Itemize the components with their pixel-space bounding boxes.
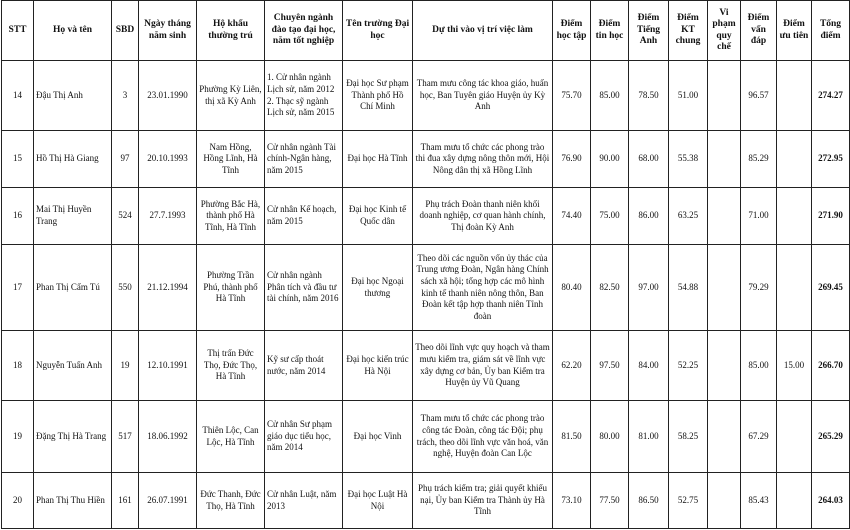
header-it-score: Điểm tin học bbox=[591, 1, 629, 61]
cell-major: Kỹ sư cấp thoát nước, năm 2014 bbox=[265, 331, 343, 401]
cell-it-score: 82.50 bbox=[591, 245, 629, 331]
cell-interview-score: 85.00 bbox=[741, 331, 777, 401]
cell-sbd: 517 bbox=[112, 401, 139, 473]
cell-university: Đại học Vinh bbox=[343, 401, 413, 473]
cell-english-score: 68.00 bbox=[629, 131, 669, 188]
cell-position: Tham mưu tổ chức các phong trào công tác Đoàn, công tác Đội; phụ trách, theo dõi lĩnh vực văn hoá, văn nghệ, Huyện đoàn Can Lộc bbox=[413, 401, 553, 473]
cell-position: Theo dõi lĩnh vực quy hoạch và tham mưu kiểm tra, giám sát về lĩnh vực xây dựng cơ bản, Ủy ban Kiểm tra Huyện ủy Vũ Quang bbox=[413, 331, 553, 401]
cell-total-score: 272.95 bbox=[812, 131, 850, 188]
cell-stt: 14 bbox=[2, 61, 34, 131]
cell-major: Cử nhân ngành Phân tích và đầu tư tài chính, năm 2016 bbox=[265, 245, 343, 331]
cell-interview-score: 85.43 bbox=[741, 473, 777, 529]
cell-interview-score: 71.00 bbox=[741, 188, 777, 245]
cell-sbd: 97 bbox=[112, 131, 139, 188]
header-position: Dự thi vào vị trí việc làm bbox=[413, 1, 553, 61]
table-row bbox=[2, 131, 850, 188]
cell-name: Hồ Thị Hà Giang bbox=[34, 131, 112, 188]
cell-name: Nguyễn Tuấn Anh bbox=[34, 331, 112, 401]
cell-residence: Phường Bắc Hà, thành phố Hà Tĩnh, Hà Tĩnh bbox=[197, 188, 265, 245]
cell-dob: 12.10.1991 bbox=[139, 331, 197, 401]
cell-english-score: 86.00 bbox=[629, 188, 669, 245]
cell-name: Đậu Thị Anh bbox=[34, 61, 112, 131]
cell-dob: 20.10.1993 bbox=[139, 131, 197, 188]
cell-dob: 26.07.1991 bbox=[139, 473, 197, 529]
header-interview-score: Điểm vấn đáp bbox=[741, 1, 777, 61]
cell-general-score: 58.25 bbox=[669, 401, 708, 473]
cell-english-score: 84.00 bbox=[629, 331, 669, 401]
cell-position: Theo dõi các nguồn vốn ủy thác của Trung ương Đoàn, Ngân hàng Chính sách xã hội; tổng hợp các mô hình kinh tế thanh niên nông thôn, Ban Đoàn kết tập hợp thanh niên Tỉnh đoàn bbox=[413, 245, 553, 331]
cell-major: 1. Cử nhân ngành Lịch sử, năm 2012 2. Thạc sỹ ngành Lịch sử, năm 2015 bbox=[265, 61, 343, 131]
table-row bbox=[2, 473, 850, 529]
cell-violation bbox=[708, 473, 741, 529]
cell-it-score: 90.00 bbox=[591, 131, 629, 188]
cell-stt: 19 bbox=[2, 401, 34, 473]
header-stt: STT bbox=[2, 1, 34, 61]
cell-stt: 15 bbox=[2, 131, 34, 188]
cell-violation bbox=[708, 61, 741, 131]
cell-general-score: 55.38 bbox=[669, 131, 708, 188]
cell-study-score: 73.10 bbox=[553, 473, 591, 529]
cell-english-score: 86.50 bbox=[629, 473, 669, 529]
header-dob: Ngày tháng năm sinh bbox=[139, 1, 197, 61]
cell-general-score: 52.75 bbox=[669, 473, 708, 529]
cell-residence: Thị trấn Đức Thọ, Đức Thọ, Hà Tĩnh bbox=[197, 331, 265, 401]
cell-dob: 18.06.1992 bbox=[139, 401, 197, 473]
header-general-score: Điểm KT chung bbox=[669, 1, 708, 61]
cell-residence: Phường Trần Phú, thành phố Hà Tĩnh bbox=[197, 245, 265, 331]
cell-residence: Thiên Lộc, Can Lộc, Hà Tĩnh bbox=[197, 401, 265, 473]
cell-dob: 23.01.1990 bbox=[139, 61, 197, 131]
cell-position: Phụ trách Đoàn thanh niên khối doanh nghiệp, cơ quan hành chính, Thị đoàn Kỳ Anh bbox=[413, 188, 553, 245]
cell-violation bbox=[708, 131, 741, 188]
cell-major: Cử nhân Kế hoạch, năm 2015 bbox=[265, 188, 343, 245]
header-university: Tên trường Đại học bbox=[343, 1, 413, 61]
cell-it-score: 97.50 bbox=[591, 331, 629, 401]
header-violation: Vi phạm quy chế bbox=[708, 1, 741, 61]
header-residence: Hộ khẩu thường trú bbox=[197, 1, 265, 61]
cell-violation bbox=[708, 331, 741, 401]
cell-priority-score bbox=[777, 473, 812, 529]
cell-sbd: 161 bbox=[112, 473, 139, 529]
header-priority-score: Điểm ưu tiên bbox=[777, 1, 812, 61]
cell-interview-score: 67.29 bbox=[741, 401, 777, 473]
cell-priority-score bbox=[777, 61, 812, 131]
cell-dob: 21.12.1994 bbox=[139, 245, 197, 331]
cell-residence: Phường Kỳ Liên, thị xã Kỳ Anh bbox=[197, 61, 265, 131]
cell-major: Cử nhân Luật, năm 2013 bbox=[265, 473, 343, 529]
cell-sbd: 550 bbox=[112, 245, 139, 331]
cell-violation bbox=[708, 188, 741, 245]
header-row bbox=[2, 1, 850, 61]
header-major: Chuyên ngành đào tạo đại học, năm tốt nghiệp bbox=[265, 1, 343, 61]
cell-university: Đại học Hà Tĩnh bbox=[343, 131, 413, 188]
cell-total-score: 274.27 bbox=[812, 61, 850, 131]
cell-major: Cử nhân Sư phạm giáo dục tiểu học, năm 2014 bbox=[265, 401, 343, 473]
header-name: Họ và tên bbox=[34, 1, 112, 61]
cell-general-score: 52.25 bbox=[669, 331, 708, 401]
cell-university: Đại học kiến trúc Hà Nội bbox=[343, 331, 413, 401]
table-row bbox=[2, 61, 850, 131]
cell-residence: Đức Thanh, Đức Thọ, Hà Tĩnh bbox=[197, 473, 265, 529]
cell-violation bbox=[708, 245, 741, 331]
cell-name: Mai Thị Huyền Trang bbox=[34, 188, 112, 245]
cell-residence: Nam Hồng, Hồng Lĩnh, Hà Tĩnh bbox=[197, 131, 265, 188]
cell-name: Đặng Thị Hà Trang bbox=[34, 401, 112, 473]
cell-position: Phụ trách kiểm tra; giải quyết khiếu nại, Ủy ban Kiểm tra Thành ủy Hà Tĩnh bbox=[413, 473, 553, 529]
cell-it-score: 77.50 bbox=[591, 473, 629, 529]
header-total-score: Tổng điểm bbox=[812, 1, 850, 61]
cell-study-score: 80.40 bbox=[553, 245, 591, 331]
header-sbd: SBD bbox=[112, 1, 139, 61]
cell-it-score: 80.00 bbox=[591, 401, 629, 473]
cell-study-score: 74.40 bbox=[553, 188, 591, 245]
cell-violation bbox=[708, 401, 741, 473]
cell-it-score: 85.00 bbox=[591, 61, 629, 131]
cell-interview-score: 79.29 bbox=[741, 245, 777, 331]
cell-stt: 17 bbox=[2, 245, 34, 331]
cell-stt: 20 bbox=[2, 473, 34, 529]
cell-priority-score bbox=[777, 245, 812, 331]
cell-dob: 27.7.1993 bbox=[139, 188, 197, 245]
header-study-score: Điểm học tập bbox=[553, 1, 591, 61]
cell-stt: 16 bbox=[2, 188, 34, 245]
cell-english-score: 78.50 bbox=[629, 61, 669, 131]
cell-university: Đại học Luật Hà Nội bbox=[343, 473, 413, 529]
cell-total-score: 271.90 bbox=[812, 188, 850, 245]
cell-priority-score: 15.00 bbox=[777, 331, 812, 401]
cell-sbd: 19 bbox=[112, 331, 139, 401]
table-row bbox=[2, 188, 850, 245]
cell-total-score: 266.70 bbox=[812, 331, 850, 401]
cell-stt: 18 bbox=[2, 331, 34, 401]
cell-sbd: 3 bbox=[112, 61, 139, 131]
cell-priority-score bbox=[777, 401, 812, 473]
cell-university: Đại học Kinh tế Quốc dân bbox=[343, 188, 413, 245]
table-row bbox=[2, 245, 850, 331]
cell-study-score: 62.20 bbox=[553, 331, 591, 401]
table-row bbox=[2, 331, 850, 401]
cell-priority-score bbox=[777, 188, 812, 245]
cell-general-score: 63.25 bbox=[669, 188, 708, 245]
cell-study-score: 75.70 bbox=[553, 61, 591, 131]
cell-interview-score: 96.57 bbox=[741, 61, 777, 131]
cell-total-score: 265.29 bbox=[812, 401, 850, 473]
cell-name: Phan Thị Cẩm Tú bbox=[34, 245, 112, 331]
header-english-score: Điểm Tiếng Anh bbox=[629, 1, 669, 61]
cell-general-score: 51.00 bbox=[669, 61, 708, 131]
cell-english-score: 97.00 bbox=[629, 245, 669, 331]
cell-position: Tham mưu công tác khoa giáo, huấn học, Ban Tuyên giáo Huyện ủy Kỳ Anh bbox=[413, 61, 553, 131]
cell-university: Đại học Ngoại thương bbox=[343, 245, 413, 331]
cell-it-score: 75.00 bbox=[591, 188, 629, 245]
table-row bbox=[2, 401, 850, 473]
cell-interview-score: 85.29 bbox=[741, 131, 777, 188]
cell-university: Đại học Sư phạm Thành phố Hồ Chí Minh bbox=[343, 61, 413, 131]
cell-major: Cử nhân ngành Tài chính-Ngân hàng, năm 2015 bbox=[265, 131, 343, 188]
cell-position: Tham mưu tổ chức các phong trào thi đua xây dựng nông thôn mới, Hội Nông dân thị xã Hồng Lĩnh bbox=[413, 131, 553, 188]
cell-total-score: 264.03 bbox=[812, 473, 850, 529]
cell-english-score: 81.00 bbox=[629, 401, 669, 473]
cell-study-score: 81.50 bbox=[553, 401, 591, 473]
cell-sbd: 524 bbox=[112, 188, 139, 245]
cell-total-score: 269.45 bbox=[812, 245, 850, 331]
candidate-score-table bbox=[1, 0, 850, 529]
cell-priority-score bbox=[777, 131, 812, 188]
cell-name: Phan Thị Thu Hiền bbox=[34, 473, 112, 529]
cell-study-score: 76.90 bbox=[553, 131, 591, 188]
cell-general-score: 54.88 bbox=[669, 245, 708, 331]
